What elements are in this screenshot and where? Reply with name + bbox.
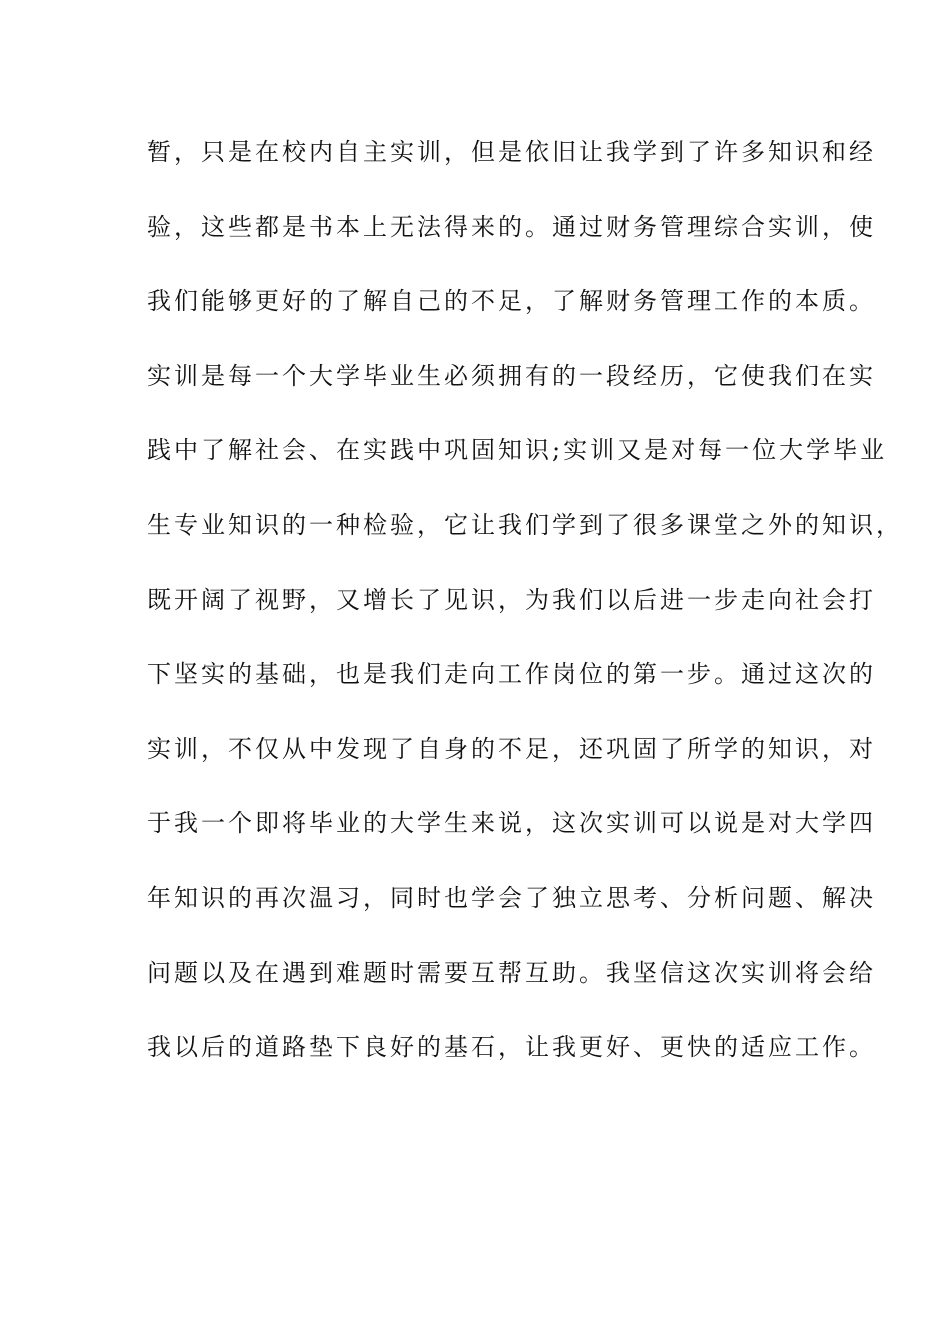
text-line: 于我一个即将毕业的大学生来说，这次实训可以说是对大学四 [147, 809, 876, 838]
text-line: 践中了解社会、在实践中巩固知识;实训又是对每一位大学毕业 [147, 436, 888, 465]
text-line: 生专业知识的一种检验，它让我们学到了很多课堂之外的知识， [147, 510, 903, 539]
text-line: 我以后的道路垫下良好的基石，让我更好、更快的适应工作。 [147, 1033, 876, 1062]
text-line: 既开阔了视野，又增长了见识，为我们以后进一步走向社会打 [147, 585, 876, 614]
text-line: 实训是每一个大学毕业生必须拥有的一段经历，它使我们在实 [147, 361, 876, 390]
document-body [147, 130, 903, 1100]
text-line: 我们能够更好的了解自己的不足，了解财务管理工作的本质。 [147, 287, 876, 316]
text-line: 验，这些都是书本上无法得来的。通过财务管理综合实训，使 [147, 212, 876, 241]
text-line: 问题以及在遇到难题时需要互帮互助。我坚信这次实训将会给 [147, 958, 876, 987]
text-line: 年知识的再次温习，同时也学会了独立思考、分析问题、解决 [147, 883, 876, 912]
text-line: 实训，不仅从中发现了自身的不足，还巩固了所学的知识，对 [147, 734, 876, 763]
text-line: 下坚实的基础，也是我们走向工作岗位的第一步。通过这次的 [147, 660, 876, 689]
text-line: 暂，只是在校内自主实训，但是依旧让我学到了许多知识和经 [147, 138, 876, 166]
